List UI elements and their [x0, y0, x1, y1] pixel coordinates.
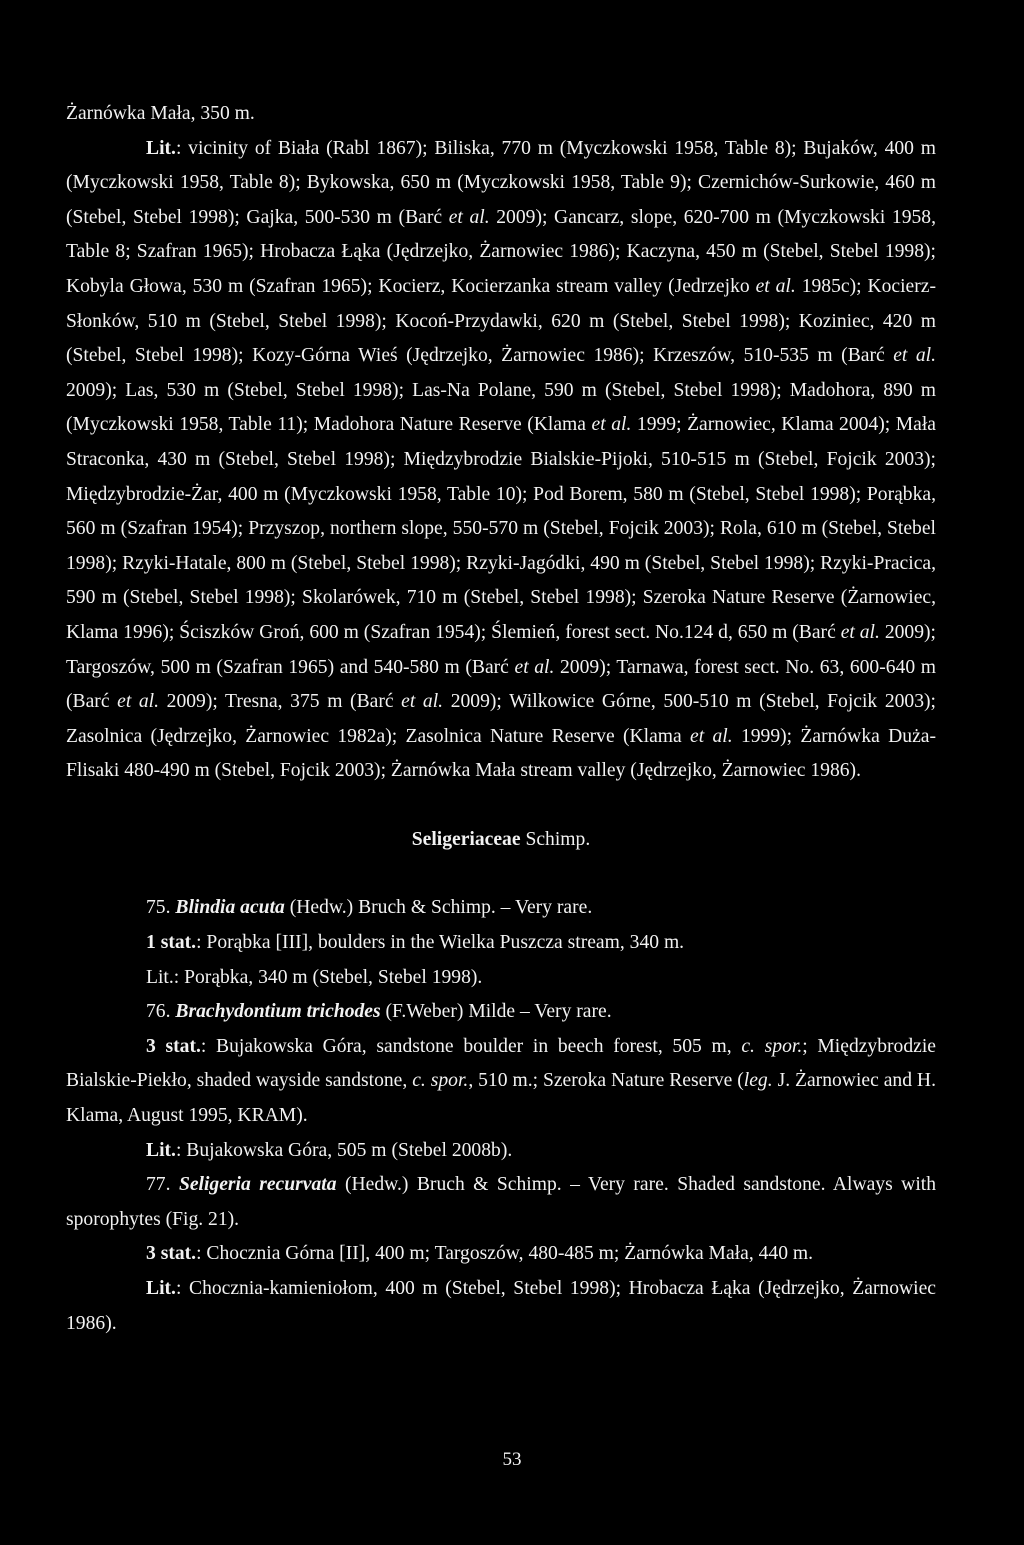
species-76-stations: 3 stat.: Bujakowska Góra, sandstone boulder in beech forest, 505 m, c. spor.; Międzybrodzie Bialskie-Piekło, shaded wayside sandstone, c. spor., 510 m.; Szeroka Nature Reserve (leg. J. Żarnowiec and H. Klama, August 1995, KRAM). — [66, 1035, 936, 1127]
species-77-literature: Lit.: Chocznia-kamieniołom, 400 m (Stebel, Stebel 1998); Hrobacza Łąka (Jędrzejko, Żarnowiec 1986). — [66, 1278, 936, 1334]
species-75-stations: 1 stat.: Porąbka [III], boulders in the Wielka Puszcza stream, 340 m. — [146, 932, 685, 954]
species-77-stations: 3 stat.: Chocznia Górna [II], 400 m; Targoszów, 480-485 m; Żarnówka Mała, 440 m. — [146, 1243, 814, 1265]
body-text — [66, 97, 936, 1341]
locality-line: Żarnówka Mała, 350 m. — [66, 103, 255, 124]
species-name: Seligeria recurvata — [178, 1174, 337, 1196]
species-75-literature: Lit.: Porąbka, 340 m (Stebel, Stebel 1998). — [146, 966, 483, 988]
family-heading: Seligeriaceae Schimp. — [411, 828, 591, 850]
species-name: Brachydontium trichodes — [175, 1001, 381, 1023]
species-75: 75. Blindia acuta (Hedw.) Bruch & Schimp. – Very rare. — [146, 897, 593, 919]
species-77: 77. Seligeria recurvata (Hedw.) Bruch & Schimp. – Very rare. Shaded sandstone. Always with sporophytes (Fig. 21). — [66, 1174, 936, 1230]
species-name: Blindia acuta — [175, 897, 285, 919]
literature-paragraph: Lit.: vicinity of Biała (Rabl 1867); Biliska, 770 m (Myczkowski 1958, Table 8); Bujaków, 400 m (Myczkowski 1958, Table 8); Bykowska, 650 m (Myczkowski 1958, Table 9); Czernichów-Surkowie, 460 m (Stebel, Stebel 1998); Gajka, 500-530 m (Barć et al. 2009); Gancarz, slope, 620-700 m (Myczkowski 1958, Table 8; Szafran 1965); Hrobacza Łąka (Jędrzejko, Żarnowiec 1986); Kaczyna, 450 m (Stebel, Stebel 1998); Kobyla Głowa, 530 m (Szafran 1965); Kocierz, Kocierzanka stream valley (Jedrzejko et al. 1985c); Kocierz-Słonków, 510 m (Stebel, Stebel 1998); Kocoń-Przydawki, 620 m (Stebel, Stebel 1998); Koziniec, 420 m (Stebel, Stebel 1998); Kozy-Górna Wieś (Jędrzejko, Żarnowiec 1986); Krzeszów, 510-535 m (Barć et al. 2009); Las, 530 m (Stebel, Stebel 1998); Las-Na Polane, 590 m (Stebel, Stebel 1998); Madohora, 890 m (Myczkowski 1958, Table 11); Madohora Nature Reserve (Klama et al. 1999; Żarnowiec, Klama 2004); Mała Straconka, 430 m (Stebel, Stebel 1998); Międzybrodzie Bialskie-Pijoki, 510-515 m (Stebel, Fojcik 2003); Międzybrodzie-Żar, 400 m (Myczkowski 1958, Table 10); Pod Borem, 580 m (Stebel, Stebel 1998); Porąbka, 560 m (Szafran 1954); Przyszop, northern slope, 550-570 m (Stebel, Fojcik 2003); Rola, 610 m (Stebel, Stebel 1998); Rzyki-Hatale, 800 m (Stebel, Stebel 1998); Rzyki-Jagódki, 490 m (Stebel, Stebel 1998); Rzyki-Pracica, 590 m (Stebel, Stebel 1998); Skolarówek, 710 m (Stebel, Stebel 1998); Szeroka Nature Reserve (Żarnowiec, Klama 1996); Ściszków Groń, 600 m (Szafran 1954); Ślemień, forest sect. No.124 d, 650 m (Barć et al. 2009); Targoszów, 500 m (Szafran 1965) and 540-580 m (Barć et al. 2009); Tarnawa, forest sect. No. 63, 600-640 m (Barć et al. 2009); Tresna, 375 m (Barć et al. 2009); Wilkowice Górne, 500-510 m (Stebel, Fojcik 2003); Zasolnica (Jędrzejko, Żarnowiec 1982a); Zasolnica Nature Reserve (Klama et al. 1999); Żarnówka Duża-Flisaki 480-490 m (Stebel, Fojcik 2003); Żarnówka Mała stream valley (Jędrzejko, Żarnowiec 1986). — [66, 137, 937, 782]
page-number: 53 — [502, 1449, 522, 1470]
lit-label: Lit. — [146, 137, 176, 159]
species-76: 76. Brachydontium trichodes (F.Weber) Milde – Very rare. — [146, 1001, 612, 1023]
species-76-literature: Lit.: Bujakowska Góra, 505 m (Stebel 2008b). — [146, 1139, 513, 1161]
